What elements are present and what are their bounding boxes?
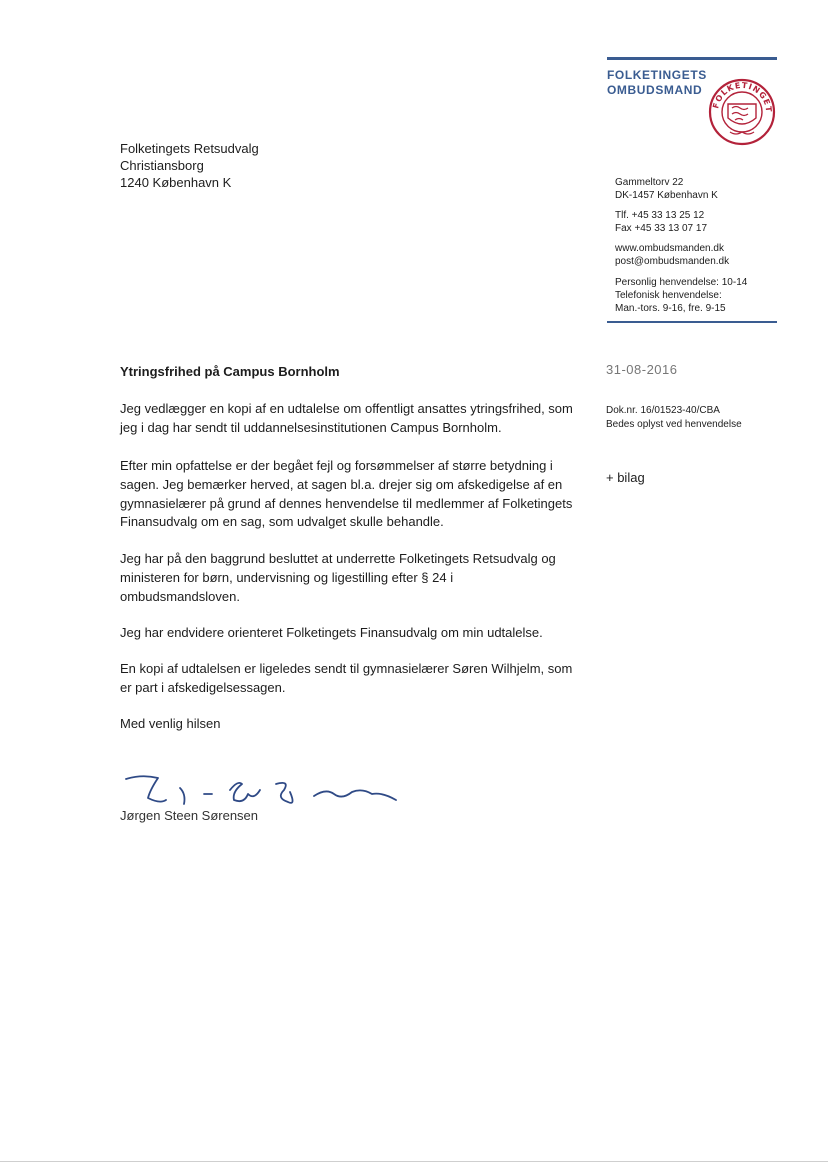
signer-name: Jørgen Steen Sørensen — [120, 808, 259, 823]
recipient-line3: 1240 København K — [120, 175, 232, 190]
contact-hours-phone-label: Telefonisk henvendelse: — [615, 290, 722, 301]
recipient-address — [120, 140, 259, 191]
letter-subject: Ytringsfrihed på Campus Bornholm — [120, 364, 340, 379]
recipient-line2: Christiansborg — [120, 158, 204, 173]
contact-fax: Fax +45 33 13 07 17 — [615, 223, 708, 234]
organization-name — [607, 68, 717, 98]
paragraph-2: Efter min opfattelse er der begået fejl og forsømmelser af større betydning i sagen. Jeg bemærker herved, at sagen bl.a. drejer sig om afskedigelse af en gymnasielærer på grund af dennes henvendelse til medlemmer af Folketingets Finansudvalg om en sag, som udvalget skulle behandle. — [120, 458, 573, 530]
letter-date: 31-08-2016 — [606, 362, 678, 377]
contact-web-block — [615, 242, 729, 268]
paragraph-5: En kopi af udtalelsen er ligeledes sendt til gymnasielærer Søren Wilhjelm, som er part i afskedigelsessagen. — [120, 661, 573, 695]
paragraph-1: Jeg vedlægger en kopi af en udtalelse om offentligt ansattes ytringsfrihed, som jeg i dag har sendt til uddannelsesinstitutionen Campus Bornholm. — [120, 401, 573, 435]
contact-phone-block — [615, 209, 707, 235]
svg-text:FOLKETINGET: FOLKETINGET — [711, 80, 774, 114]
contact-postal: DK-1457 København K — [615, 190, 718, 201]
recipient-line1: Folketingets Retsudvalg — [120, 141, 259, 156]
attachment-note: + bilag — [606, 470, 645, 485]
contact-street: Gammeltorv 22 — [615, 177, 684, 188]
parliament-seal-icon — [708, 78, 776, 146]
document-reference — [606, 404, 742, 432]
contact-phone: Tlf. +45 33 13 25 12 — [615, 210, 705, 221]
page-bottom-line — [0, 1161, 828, 1162]
handwritten-signature — [120, 770, 405, 810]
paragraph-3: Jeg har på den baggrund besluttet at underrette Folketingets Retsudvalg og ministeren for børn, undervisning og ligestilling efter § 24 i ombudsmandsloven. — [120, 551, 556, 604]
org-name-line1: FOLKETINGETS — [607, 68, 707, 82]
contact-hours-personal: Personlig henvendelse: 10-14 — [615, 277, 748, 288]
paragraph-4: Jeg har endvidere orienteret Folketingets Finansudvalg om min udtalelse. — [120, 625, 543, 640]
contact-hours-phone: Man.-tors. 9-16, fre. 9-15 — [615, 303, 726, 314]
document-number: Dok.nr. 16/01523-40/CBA — [606, 405, 720, 416]
header-top-rule — [607, 57, 777, 60]
reference-note: Bedes oplyst ved henvendelse — [606, 419, 742, 430]
contact-email: post@ombudsmanden.dk — [615, 256, 730, 267]
closing-greeting: Med venlig hilsen — [120, 716, 221, 731]
contact-web: www.ombudsmanden.dk — [615, 243, 724, 254]
contact-address — [615, 176, 718, 202]
contact-hours-block — [615, 276, 747, 315]
header-bottom-rule — [607, 321, 777, 323]
org-name-line2: OMBUDSMAND — [607, 83, 703, 97]
